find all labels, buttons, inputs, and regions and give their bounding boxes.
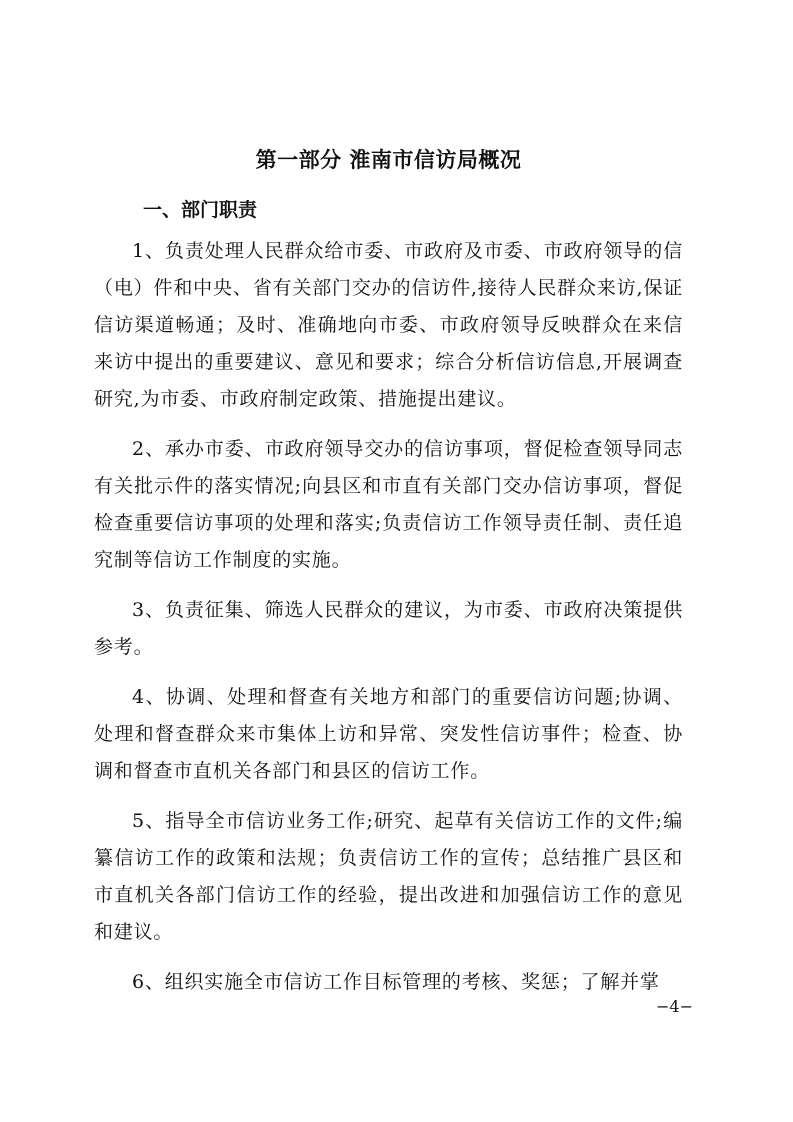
paragraph-6: 6、组织实施全市信访工作目标管理的考核、奖惩；了解并掌 bbox=[132, 971, 660, 993]
paragraph-2: 2、承办市委、市政府领导交办的信访事项，督促检查领导同志有关批示件的落实情况;向县区和市直有关部门交办信访事项，督促检查重要信访事项的处理和落实;负责信访工作领导责任制、责任追究制等信访工作制度的实施。 bbox=[94, 438, 683, 571]
paragraph-4: 4、协调、处理和督查有关地方和部门的重要信访问题;协调、处理和督查群众来市集体上访和异常、突发性信访事件；检查、协调和督查市直机关各部门和县区的信访工作。 bbox=[94, 686, 683, 782]
paragraph-5: 5、指导全市信访业务工作;研究、起草有关信访工作的文件;编纂信访工作的政策和法规；负责信访工作的宣传；总结推广县区和市直机关各部门信访工作的经验，提出改进和加强信访工作的意见和建议。 bbox=[94, 810, 683, 943]
section-heading: 一、部门职责 bbox=[143, 199, 258, 221]
paragraph-1: 1、负责处理人民群众给市委、市政府及市委、市政府领导的信（电）件和中央、省有关部门交办的信访件,接待人民群众来访,保证信访渠道畅通；及时、准确地向市委、市政府领导反映群众在来信来访中提出的重要建议、意见和要求；综合分析信访信息,开展调查研究,为市委、市政府制定政策、措施提出建议。 bbox=[94, 240, 683, 410]
page-title: 第一部分 淮南市信访局概况 bbox=[255, 148, 522, 172]
paragraph-3: 3、负责征集、筛选人民群众的建议，为市委、市政府决策提供参考。 bbox=[94, 599, 683, 658]
page-number: −4− bbox=[656, 997, 693, 1016]
